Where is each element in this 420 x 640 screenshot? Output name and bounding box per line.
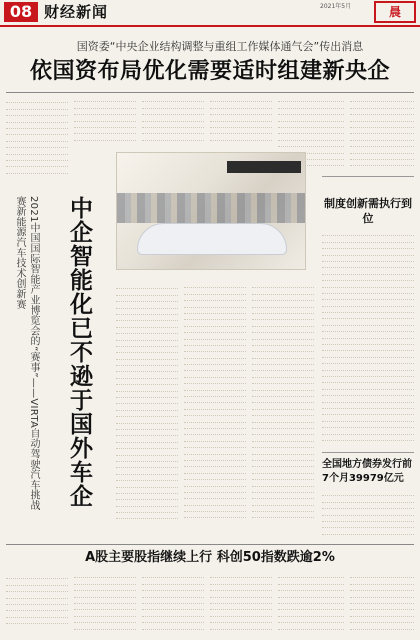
- commentary-rule: [322, 176, 414, 177]
- lead-column-6: [350, 96, 414, 172]
- edition-date: 2021年5月: [320, 3, 352, 10]
- page-number-badge: 08: [4, 2, 38, 22]
- commentary-headline: 制度创新需执行到位: [324, 197, 412, 225]
- lead-column-3: [142, 96, 204, 146]
- newspaper-logo: 晨: [374, 1, 416, 23]
- photo-car: [137, 223, 287, 255]
- bottom-column-2: [74, 572, 136, 636]
- photo-crowd: [117, 193, 306, 223]
- bonds-body: [322, 490, 414, 540]
- feature-photo: [116, 152, 306, 270]
- feature-subhead: 2021中国国际智能产业博览会的“赛事”——VIRTA自动驾驶汽车挑战赛新能源汽车技术创新赛: [14, 196, 39, 511]
- bottom-column-4: [210, 572, 272, 636]
- lead-headline: 依国资布局优化需要适时组建新央企: [29, 59, 390, 84]
- feature-column-3: [252, 282, 314, 536]
- section-title: 财经新闻: [44, 3, 109, 21]
- lead-rule: [6, 92, 414, 93]
- bonds-rule: [322, 452, 414, 453]
- commentary-body: [322, 230, 414, 446]
- lead-column-4: [210, 96, 272, 146]
- bottom-headline: A股主要股指继续上行 科创50指数跌逾2%: [85, 550, 335, 565]
- feature-headline: 中企智能化已不逊于国外车企: [66, 196, 92, 508]
- lead-kicker: 国资委“中央企业结构调整与重组工作媒体通气会”传出消息: [76, 40, 364, 53]
- bottom-column-5: [278, 572, 344, 636]
- feature-column-1: [116, 282, 178, 536]
- masthead: [0, 0, 420, 26]
- bottom-rule: [6, 544, 414, 545]
- masthead-rule: [0, 25, 420, 27]
- feature-column-2: [184, 282, 246, 536]
- bottom-column-6: [350, 572, 414, 636]
- lead-column-2: [74, 96, 136, 146]
- bottom-column-3: [142, 572, 204, 636]
- bottom-column-1: [6, 572, 68, 636]
- lead-column-1: [6, 96, 68, 182]
- bonds-headline: 全国地方债券发行前7个月39979亿元: [322, 459, 412, 484]
- photo-exhibit-sign: [227, 161, 301, 173]
